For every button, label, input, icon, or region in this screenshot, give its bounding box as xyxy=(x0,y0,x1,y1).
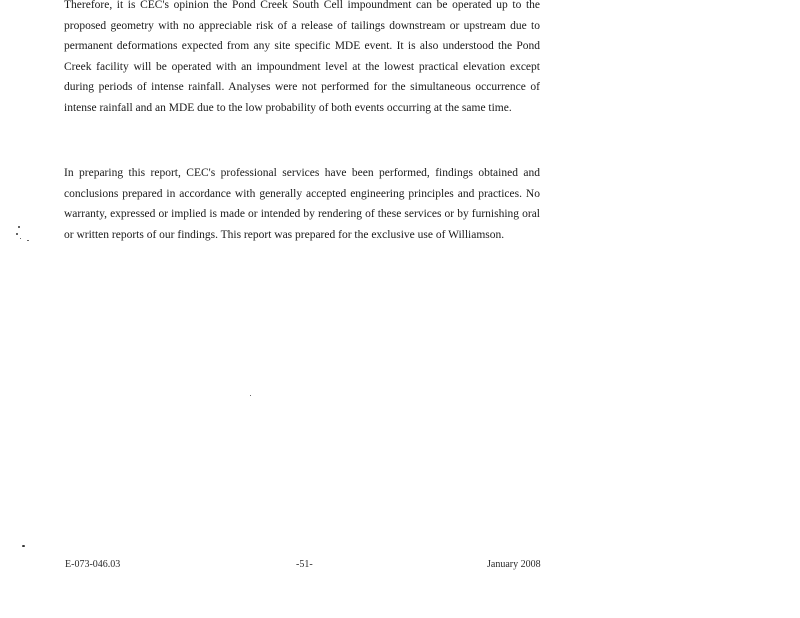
scan-speck xyxy=(27,240,29,241)
footer-page-number: -51- xyxy=(296,559,313,570)
footer-project-number: E-073-046.03 xyxy=(65,559,121,570)
scan-speck xyxy=(20,238,21,239)
paragraph-opinion: Therefore, it is CEC's opinion the Pond Creek South Cell impoundment can be operated up to the proposed geometry with no appreciable risk of a release of tailings downstream or upstream due to permanent deformations expected from any site specific MDE event. It is also understood the Pond Creek facility will be operated with an impoundment level at the lowest practical elevation except during periods of intense rainfall. Analyses were not performed for the simultaneous occurrence of intense rainfall and an MDE due to the low probability of both events occurring at the same time. xyxy=(64,0,540,114)
paragraph-professional-services: In preparing this report, CEC's professional services have been performed, findings obtained and conclusions prepared in accordance with generally accepted engineering principles and practices. No warranty, expressed or implied is made or intended by rendering of these services or by furnishing oral or written reports of our findings. This report was prepared for the exclusive use of Williamson. xyxy=(64,167,540,241)
scan-speck xyxy=(16,233,18,235)
scan-speck xyxy=(18,226,20,228)
scan-speck xyxy=(22,545,25,547)
scan-speck xyxy=(250,395,251,396)
footer-date: January 2008 xyxy=(487,559,541,570)
